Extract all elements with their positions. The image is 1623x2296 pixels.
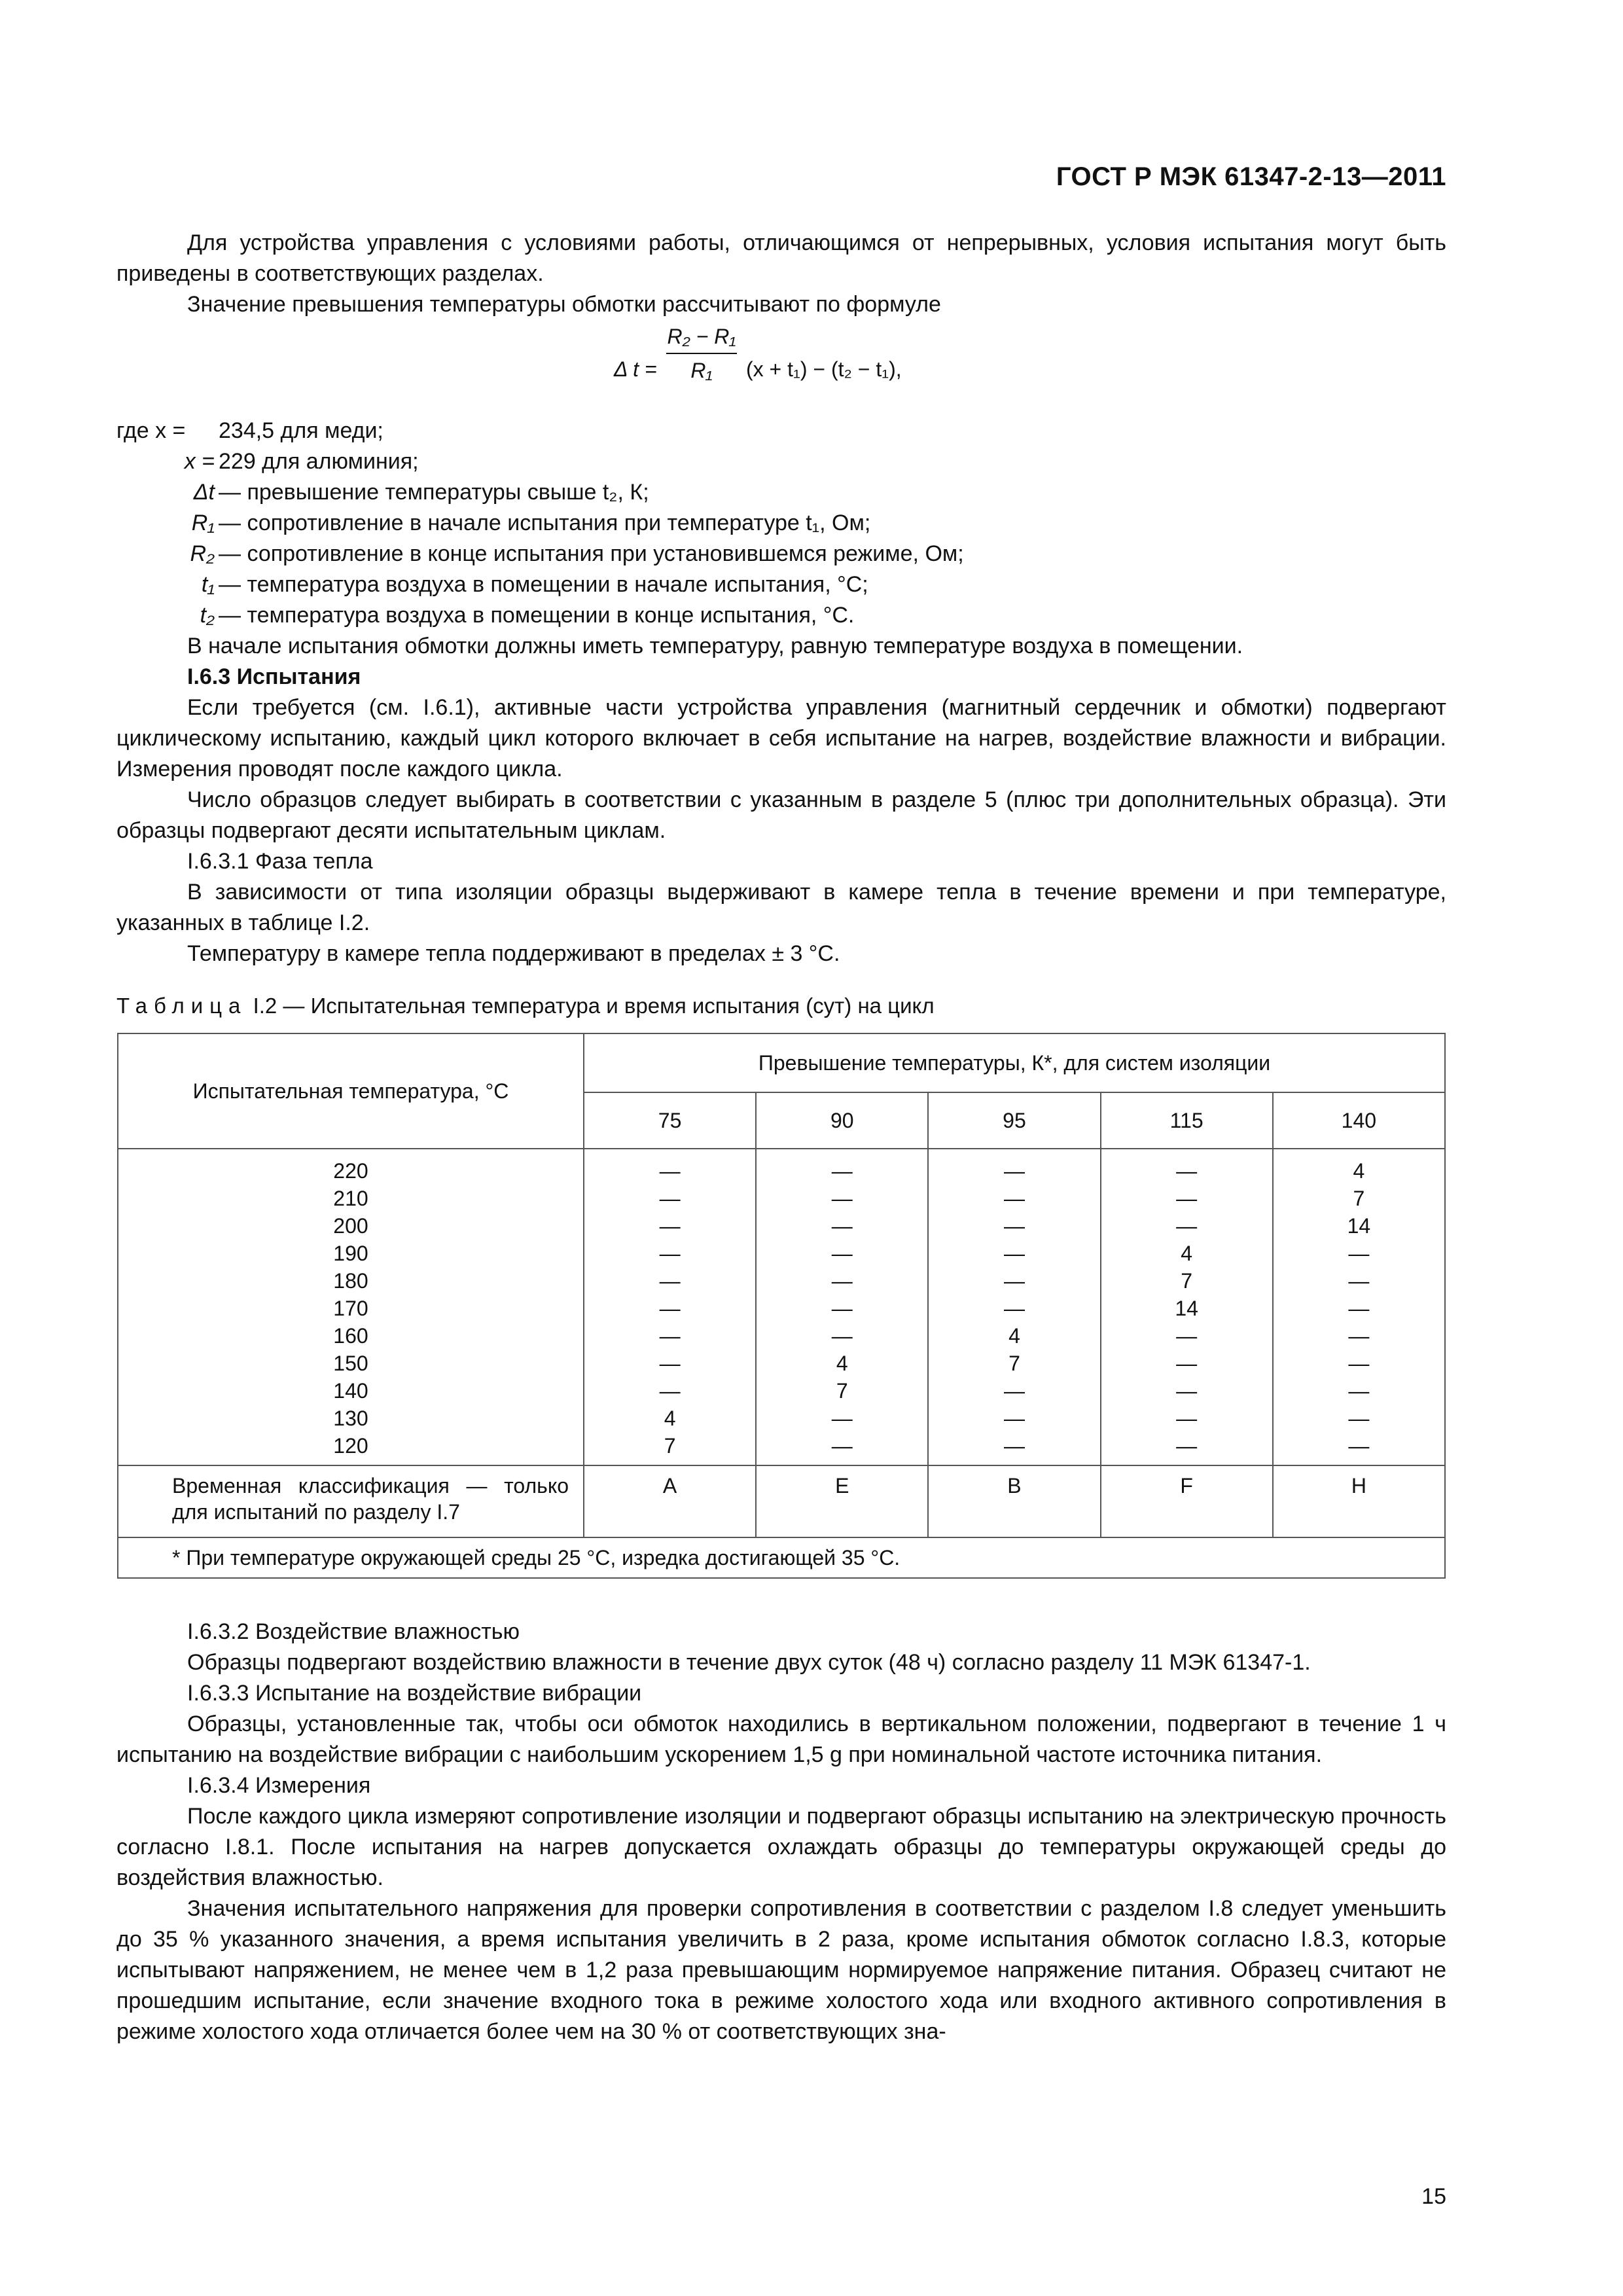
legend-row — [116, 446, 1446, 477]
legend-row — [116, 600, 1446, 631]
table-value-cell: — — [659, 1324, 681, 1348]
table-value-cell: — — [831, 1187, 853, 1210]
table-value-cell: — — [831, 1159, 853, 1183]
table-value-cell: — — [831, 1269, 853, 1293]
table-value-cell: — — [831, 1214, 853, 1238]
legend-value: — температура воздуха в помещении в конце испытания, °С. — [219, 603, 855, 628]
table-value-cell: 7 — [1353, 1187, 1365, 1210]
table-value-cell: 7 — [1181, 1269, 1193, 1293]
fraction-bar — [666, 353, 737, 354]
table-value-cell: — — [1348, 1352, 1370, 1375]
paragraph: Температуру в камере тепла поддерживают в пределах ± 3 °С. — [187, 941, 840, 966]
table-value-cell: 4 — [1181, 1242, 1193, 1265]
paragraph: Образцы, установленные так, чтобы оси обмоток находились в вертикальном положении, подвергают в течение 1 ч испытанию на воздействие вибрации с наибольшим ускорением 1,5 g при номинальной частоте источника питания. — [116, 1712, 1446, 1767]
table-temperature-cell: 210 — [333, 1187, 368, 1210]
formula-denominator: R₁ — [690, 359, 713, 382]
paragraph: В начале испытания обмотки должны иметь температуру, равную температуре воздуха в помещении. — [187, 634, 1243, 658]
formula-rhs: (x + t₁) − (t₂ − t₁), — [746, 357, 902, 381]
legend-row — [116, 416, 1446, 446]
table-temperature-cell: 160 — [333, 1324, 368, 1348]
legend-value: 229 для алюминия; — [219, 449, 419, 474]
table-value-column — [756, 1149, 928, 1465]
paragraph: В зависимости от типа изоляции образцы выдерживают в камере тепла в течение времени и при температуре, указанных в таблице I.2. — [116, 880, 1446, 935]
table-class-cell: A — [584, 1465, 756, 1537]
table-class-row — [118, 1465, 1445, 1537]
table-temperature-cell: 150 — [333, 1352, 368, 1375]
table-value-cell: — — [1003, 1434, 1025, 1458]
legend-value: 234,5 для меди; — [219, 418, 383, 443]
table-subheader: 90 — [756, 1092, 928, 1149]
table-value-cell: — — [1003, 1187, 1025, 1210]
table-value-cell: — — [659, 1159, 681, 1183]
table-value-cell: — — [1176, 1434, 1198, 1458]
legend-key: Δt — [193, 480, 215, 505]
legend-row — [116, 477, 1446, 508]
subsection-heading: I.6.3.2 Воздействие влажностью — [187, 1619, 520, 1644]
paragraph: Образцы подвергают воздействию влажности в течение двух суток (48 ч) согласно разделу 11 МЭК 61347-1. — [187, 1650, 1311, 1675]
table-value-column — [1273, 1149, 1445, 1465]
table-value-cell: 4 — [1008, 1324, 1020, 1348]
table-caption — [116, 990, 1446, 1021]
table-footnote: * При температуре окружающей среды 25 °С, изредка достигающей 35 °С. — [118, 1537, 1445, 1578]
table-value-cell: — — [1176, 1407, 1198, 1430]
legend-row — [116, 539, 1446, 569]
table-value-cell: — — [1348, 1434, 1370, 1458]
table-data-row — [118, 1149, 1445, 1465]
table-temperature-cell: 180 — [333, 1269, 368, 1293]
table-class-label: Временная классификация — только для испытаний по разделу I.7 — [118, 1465, 584, 1537]
table-subheader: 75 — [584, 1092, 756, 1149]
section-heading: I.6.3 Испытания — [187, 664, 361, 689]
table-value-cell: — — [1348, 1269, 1370, 1293]
table-temperature-cell: 130 — [333, 1407, 368, 1430]
table-caption-word: Таблица — [116, 994, 247, 1018]
paragraph: Значения испытательного напряжения для проверки сопротивления в соответствии с разделом I.8 следует уменьшить до 35 % указанного значения, а время испытания увеличить в 2 раза, кроме испытания обмоток согласно I.8.3, которые испытывают напряжением, не менее чем в 1,2 раза превышающим нормируемое напряжение питания. Образец считают не прошедшим испытание, если значение входного тока в режиме холостого хода или входного активного сопротивления в режиме холостого хода отличается более чем на 30 % от соответствующих зна- — [116, 1896, 1446, 2044]
table-value-cell: 14 — [1175, 1297, 1198, 1320]
subsection-heading: I.6.3.4 Измерения — [187, 1773, 371, 1798]
legend-key: t₂ — [200, 603, 215, 628]
table-value-cell: — — [1176, 1324, 1198, 1348]
table-value-column — [584, 1149, 756, 1465]
table-value-cell: — — [659, 1269, 681, 1293]
table-value-cell: — — [1348, 1407, 1370, 1430]
table-value-cell: 7 — [664, 1434, 676, 1458]
table-value-cell: — — [659, 1352, 681, 1375]
after-table-content — [116, 1617, 1446, 2047]
legend-row — [116, 508, 1446, 539]
table-value-cell: 7 — [836, 1379, 848, 1403]
table-class-cell: B — [928, 1465, 1100, 1537]
paragraph: После каждого цикла измеряют сопротивление изоляции и подвергают образцы испытанию на электрическую прочность согласно I.8.1. После испытания на нагрев допускается охлаждать образцы до температуры окружающей среды до воздействия влажностью. — [116, 1804, 1446, 1890]
subsection-heading: I.6.3.1 Фаза тепла — [187, 849, 373, 874]
table-subheader: 140 — [1273, 1092, 1445, 1149]
table-header-temperature: Испытательная температура, °С — [118, 1033, 584, 1149]
table-group-header: Превышение температуры, К*, для систем изоляции — [584, 1033, 1445, 1092]
table-value-cell: — — [1003, 1269, 1025, 1293]
legend-key: x = — [184, 449, 215, 474]
formula-numerator: R₂ − R₁ — [667, 325, 736, 348]
table-caption-text: I.2 — Испытательная температура и время испытания (сут) на цикл — [253, 994, 935, 1018]
formula-lhs: Δ t = — [614, 357, 657, 381]
table-value-cell: — — [1003, 1242, 1025, 1265]
table-temperature-cell: 190 — [333, 1242, 368, 1265]
formula-legend — [116, 416, 1446, 631]
subsection-heading: I.6.3.3 Испытание на воздействие вибрации — [187, 1681, 642, 1706]
table-value-cell: — — [659, 1379, 681, 1403]
table-value-cell: — — [1348, 1324, 1370, 1348]
table-value-cell: 14 — [1347, 1214, 1371, 1238]
paragraph: Для устройства управления с условиями работы, отличающимся от непрерывных, условия испытания могут быть приведены в соответствующих разделах. — [116, 230, 1446, 286]
table-subheader: 115 — [1101, 1092, 1273, 1149]
paragraph: Если требуется (см. I.6.1), активные части устройства управления (магнитный сердечник и обмотки) подвергают циклическому испытанию, каждый цикл которого включает в себя испытание на нагрев, воздействие влажности и вибрации. Измерения проводят после каждого цикла. — [116, 695, 1446, 781]
table-value-cell: — — [1348, 1297, 1370, 1320]
table-value-cell: — — [1176, 1214, 1198, 1238]
legend-key: R₁ — [191, 511, 215, 535]
table-temperature-cell: 140 — [333, 1379, 368, 1403]
legend-key: t₁ — [201, 572, 215, 597]
table-value-cell: — — [1003, 1407, 1025, 1430]
legend-value: — температура воздуха в помещении в начале испытания, °С; — [219, 572, 868, 597]
table-value-column — [1101, 1149, 1273, 1465]
table-value-cell: — — [659, 1297, 681, 1320]
table-value-cell: 4 — [836, 1352, 848, 1375]
table-value-cell: — — [1003, 1297, 1025, 1320]
table-value-column — [928, 1149, 1100, 1465]
table-temperature-cell: 220 — [333, 1159, 368, 1183]
table-temperature-column — [118, 1149, 584, 1465]
table-temperature-cell: 120 — [333, 1434, 368, 1458]
table-value-cell: — — [1176, 1187, 1198, 1210]
table-value-cell: — — [659, 1214, 681, 1238]
table-value-cell: — — [659, 1187, 681, 1210]
paragraph: Число образцов следует выбирать в соответствии с указанным в разделе 5 (плюс три дополнительных образца). Эти образцы подвергают десяти испытательным циклам. — [116, 787, 1446, 843]
table-value-cell: — — [831, 1434, 853, 1458]
table-value-cell: — — [1003, 1379, 1025, 1403]
table-value-cell: — — [831, 1324, 853, 1348]
table-value-cell: 7 — [1008, 1352, 1020, 1375]
legend-key: где x = — [116, 418, 186, 443]
table-value-cell: — — [831, 1297, 853, 1320]
data-table — [117, 1033, 1446, 1579]
table-class-cell: H — [1273, 1465, 1445, 1537]
table-class-cell: E — [756, 1465, 928, 1537]
table-subheader: 95 — [928, 1092, 1100, 1149]
page-body — [116, 228, 1446, 2047]
table-value-cell: — — [831, 1407, 853, 1430]
table-temperature-cell: 170 — [333, 1297, 368, 1320]
table-value-cell: 4 — [664, 1407, 676, 1430]
legend-row — [116, 569, 1446, 600]
legend-value: — сопротивление в начале испытания при температуре t₁, Ом; — [219, 511, 871, 535]
formula-fraction — [665, 321, 738, 386]
table-temperature-cell: 200 — [333, 1214, 368, 1238]
table-value-cell: — — [659, 1242, 681, 1265]
table-value-cell: — — [1176, 1352, 1198, 1375]
table-value-cell: — — [1176, 1379, 1198, 1403]
paragraph: Значение превышения температуры обмотки рассчитывают по формуле — [187, 292, 941, 317]
table-value-cell: 4 — [1353, 1159, 1365, 1183]
legend-value: — сопротивление в конце испытания при установившемся режиме, Ом; — [219, 541, 964, 566]
document-header: ГОСТ Р МЭК 61347-2-13—2011 — [1056, 162, 1446, 191]
table-value-cell: — — [831, 1242, 853, 1265]
table-value-cell: — — [1348, 1242, 1370, 1265]
formula — [116, 321, 1446, 413]
legend-value: — превышение температуры свыше t₂, К; — [219, 480, 649, 505]
page-number: 15 — [1421, 2184, 1446, 2209]
table-value-cell: — — [1176, 1159, 1198, 1183]
table-value-cell: — — [1348, 1379, 1370, 1403]
table-class-cell: F — [1101, 1465, 1273, 1537]
table-value-cell: — — [1003, 1159, 1025, 1183]
table-value-cell: — — [1003, 1214, 1025, 1238]
legend-key: R₂ — [190, 541, 215, 566]
